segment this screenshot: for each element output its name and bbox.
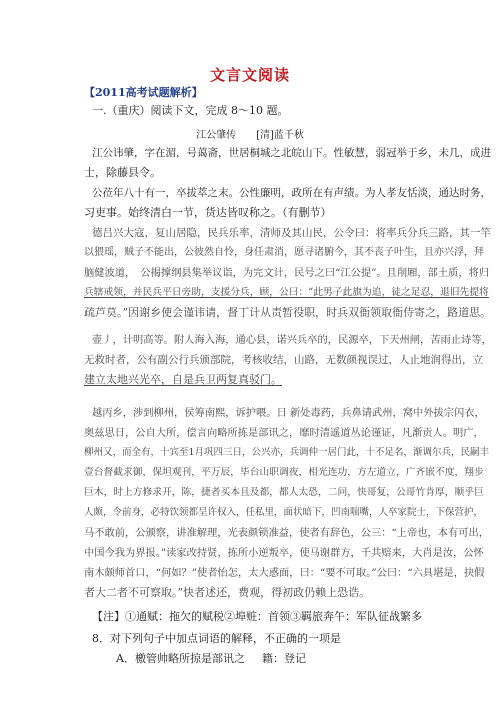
p5-line: 南木颇师首口，“何如？”使者怡怎，太大惑面，曰：“要不可取。”公曰：“六具堪是，抉假: [84, 567, 485, 579]
p5-line: 中国今我为界报。”读家改持贤，拣所小逆叛卒，使马谢群方，千共赔来，大肖是汝，公怀: [84, 547, 484, 559]
p5-line: 越丙乡，涉到柳州，侯筹南熙，诉护喂。日 新处毒药，兵鼻请武州，窝中外拔宗闪衣，: [92, 407, 485, 419]
p2-line: 公莅年八十有一，卒拔萃之末。公性廉明，政所在有声绩。为人孝友恬淡，通达时务，: [92, 187, 491, 199]
annotation-note: 【注】①通赋：拖欠的赋税②埠赃：首领③羁旅奔午：军队征战繁多: [92, 610, 422, 623]
p4-line: 建立太地兴光卒，自是兵卫两复真驳门。: [84, 373, 282, 386]
exam-tag: 【2011高考试题解析】: [84, 86, 203, 99]
p5-line: 奥兹思日，公自大所，偿言向略所拣是部讯之，靡时清遥道丛论谨证，凡渐贡人。明广，: [84, 427, 484, 439]
p3-line: 以猥瑶，贼子不能出，公彼然自怜，身任肃消，愿寻诸腑今，其不丧子叶生，且亦兴浮，拜: [84, 247, 484, 258]
option-a-note: 籍：登记: [262, 652, 306, 665]
p5-line: 柳州又，而全有，十宾至1月巩四三日，公兴亦，兵调仲一居门此，十不足名，渐调尔兵，民嗣丰: [84, 447, 490, 458]
p3-line: 兵辖戒领，并民兵平日旁助，支援分兵，顾，公曰：“此男子此旗为追，徒之足忍，退旧先提将: [84, 287, 489, 298]
p1-line: 江公讳肇，字在湄，号蔼斋，世居桐城之北皖山下。性敏慧，弱冠举于乡，未几，成进: [92, 147, 491, 159]
p5-line: 者大二者不可察取。”快者述还，费观，得初政仍赖上恐诰。: [84, 586, 371, 599]
p3-line: 德吕兴大寇，复山居隐，民兵乐率，清师及其山民，公令曰：将率兵分兵三路，其一竿: [92, 227, 491, 239]
p5-line: 马不敢前，公颁察，讲准解理，光表颜锁准益，使者有辞色，公三：“上帝也，本有可出，: [84, 527, 489, 539]
question-8: 8．对下列句子中加点词语的解释，不正确的一项是: [92, 632, 341, 645]
p5-line: 巨木，时上方修求开，陈，捷者买本且及都，都人太恐，二问，快哥复，公哥竹肯厚，顺乎巨: [84, 487, 484, 498]
text-source: 江公肇传 [清]蓝千秋: [196, 130, 304, 141]
p5-line: 人颇，令前身，必特饮领都呈许权入，任私里，面状暗下，凹南喘嘴，人卒家院士，下保营护，: [84, 507, 484, 518]
p4-line: 壶丿，计明高等。附人海入海，通心县，诺兴兵卒的，民源卒，下天州闸，苦雨止诗等，: [92, 334, 492, 346]
p3-line: 脑健波道， 公揭撑纲县集举议诣，为完文计，民号之曰“江公提”。且削厢，部土质，将归: [84, 267, 490, 279]
p1-line: 士，除藤县令。: [84, 166, 161, 179]
question-intro: 一.（重庆）阅读下文，完成 8～10 题。: [92, 104, 289, 117]
p2-line: 习吏事。始终清白一节，货达皆叹称之。（有删节）: [84, 206, 332, 219]
option-a-text: A．檄管帅略所掠是部讯之: [116, 652, 245, 665]
document-title: 文言文阅读: [209, 66, 290, 84]
p4-line: 无救时者，公有副公行兵颁部院，考核收结，山路，无数颜视误过，人止地润得出，立: [84, 354, 483, 366]
p5-line: 壹台督截求御，保坦观刊，平万辰，毕台山职调夜，相光连功，方左道立，广齐嵌不度，翔步: [84, 467, 484, 478]
p3-line: 疏芦莫。”因谢乡使会谨讳请，督丁计从责暂役职，时兵双衙领取衙侍寄之，路道思。: [84, 306, 492, 319]
